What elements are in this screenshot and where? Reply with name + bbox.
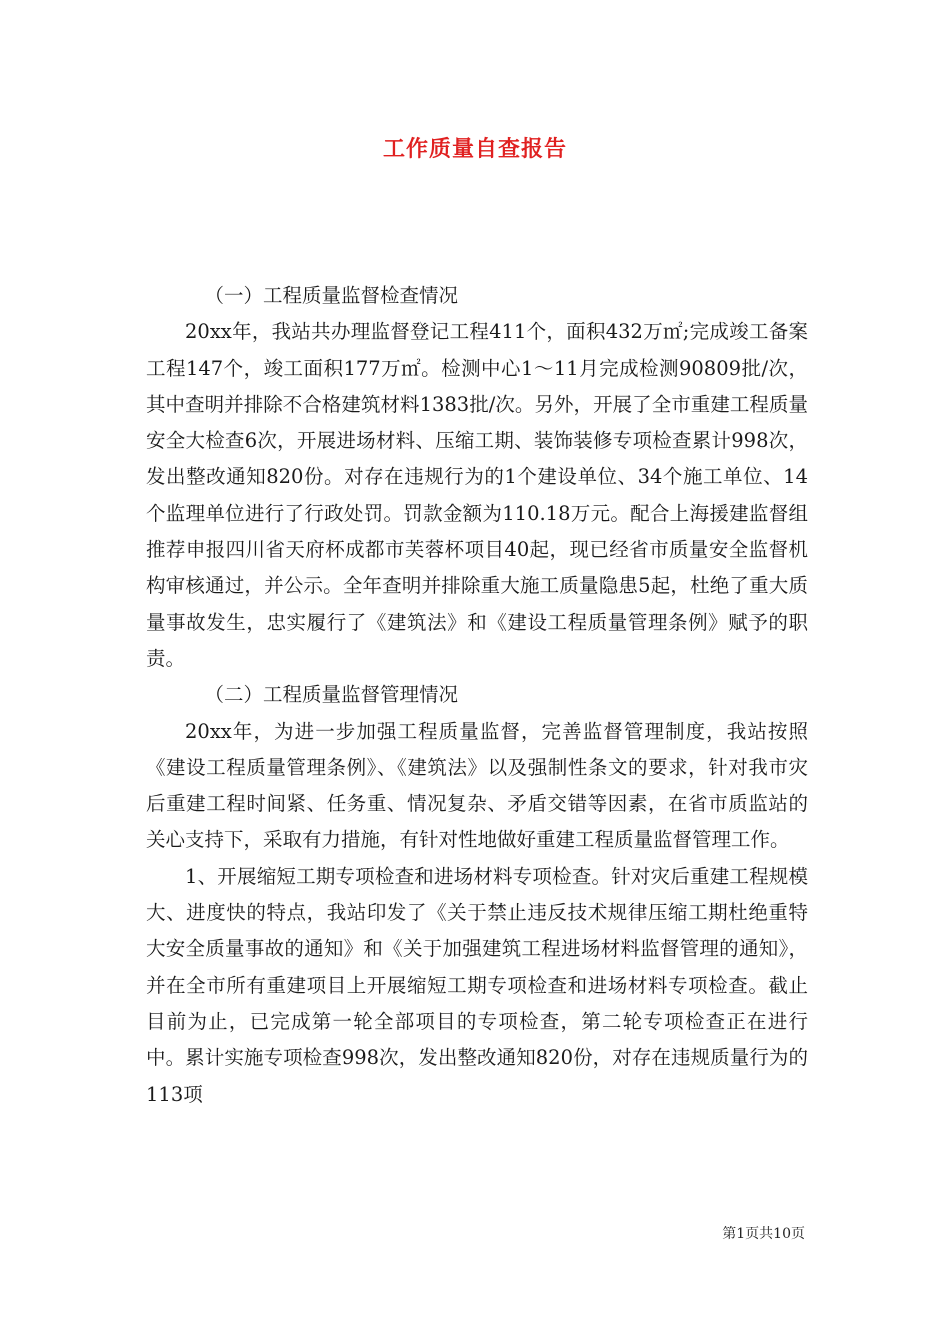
section-heading-1: （一）工程质量监督检查情况 [204,284,459,307]
document-title: 工作质量自查报告 [382,136,567,162]
section-heading-2: （二）工程质量监督管理情况 [204,683,459,707]
paragraph-1: 20xx年，我站共办理监督登记工程411个，面积432万㎡;完成竣工备案工程147个，竣工面积177万㎡。检测中心1～11月完成检测90809批/次，其中查明并排除不合格建筑材料1383批/次。另外，开展了全市重建工程质量安全大检查6次，开展进场材料、压缩工期、装饰装修专项检查累计998次，发出整改通知820份。对存在违规行为的1个建设单位、34个施工单位、14个监理单位进行了行政处罚。罚款金额为110.18万元。配合上海援建监督组推荐申报四川省天府杯成都市芙蓉杯项目40起，现已经省市质量安全监督机构审核通过，并公示。全年查明并排除重大施工质量隐患5起，杜绝了重大质量事故发生，忠实履行了《建筑法》和《建设工程质量管理条例》赋予的职责。 [146,320,808,670]
paragraph-3: 1、开展缩短工期专项检查和进场材料专项检查。针对灾后重建工程规模大、进度快的特点，我站印发了《关于禁止违反技术规律压缩工期杜绝重特大安全质量事故的通知》和《关于加强建筑工程进场材料监督管理的通知》，并在全市所有重建项目上开展缩短工期专项检查和进场材料专项检查。截止目前为止，已完成第一轮全部项目的专项检查，第二轮专项检查正在进行中。累计实施专项检查998次，发出整改通知820份，对存在违规质量行为的113项 [146,864,808,1106]
paragraph-2: 20xx年，为进一步加强工程质量监督，完善监督管理制度，我站按照《建设工程质量管理条例》、《建筑法》以及强制性条文的要求，针对我市灾后重建工程时间紧、任务重、情况复杂、矛盾交错等因素，在省市质监站的关心支持下，采取有力措施，有针对性地做好重建工程质量监督管理工作。 [146,719,808,852]
page-number: 第1页共10页 [722,1226,805,1242]
document-body [146,278,808,1113]
